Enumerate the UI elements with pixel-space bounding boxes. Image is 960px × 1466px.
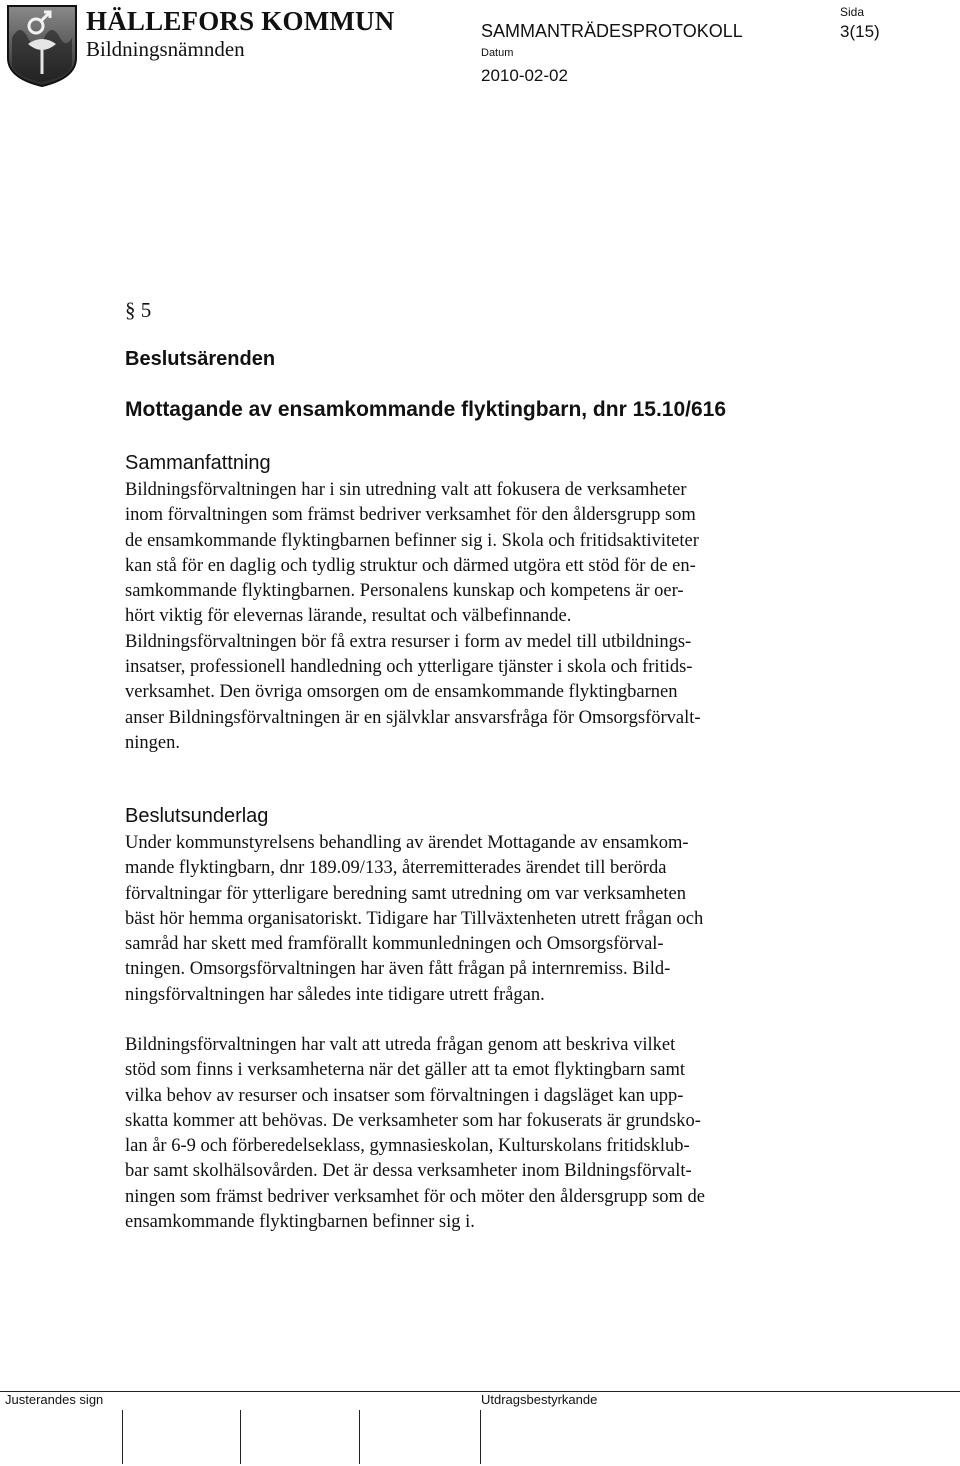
- text-line: skatta kommer att behövas. De verksamheter som har fokuserats är grundsko-: [125, 1110, 701, 1131]
- summary-heading: Sammanfattning: [125, 452, 271, 474]
- signature-box-divider: [240, 1410, 241, 1464]
- document-date: 2010-02-02: [481, 66, 568, 85]
- document-type: SAMMANTRÄDESPROTOKOLL: [481, 21, 743, 41]
- basis-paragraph-1: [125, 831, 703, 1008]
- organization-logo: [6, 4, 395, 88]
- text-line: anser Bildningsförvaltningen är en självklar ansvarsfråga för Omsorgsförvalt-: [125, 707, 701, 728]
- extract-certification-label: Utdragsbestyrkande: [481, 1392, 598, 1407]
- text-line: samråd har skett med framförallt kommunledningen och Omsorgsförval-: [125, 934, 664, 955]
- organization-name: HÄLLEFORS KOMMUN: [86, 6, 395, 36]
- signers-label: Justerandes sign: [5, 1392, 104, 1407]
- text-line: vilka behov av resurser och insatser som förvaltningen i dagsläget kan upp-: [125, 1085, 684, 1106]
- footer-divider: [0, 1391, 960, 1392]
- page-label: Sida: [840, 5, 865, 19]
- summary-text: [125, 478, 701, 756]
- text-line: insatser, professionell handledning och ytterligare tjänster i skola och fritids-: [125, 657, 693, 678]
- case-title: Mottagande av ensamkommande flyktingbarn, dnr 15.10/616: [125, 398, 727, 421]
- text-line: Under kommunstyrelsens behandling av ärendet Mottagande av ensamkom-: [125, 833, 689, 853]
- text-line: förvaltningar för ytterligare beredning samt utredning om var verksamheten: [125, 883, 686, 904]
- basis-heading: Beslutsunderlag: [125, 805, 269, 827]
- text-line: bar samt skolhälsovården. Det är dessa verksamheter inom Bildningsförvalt-: [125, 1161, 692, 1182]
- text-line: Bildningsförvaltningen har valt att utreda frågan genom att beskriva vilket: [125, 1035, 676, 1055]
- organization-unit: Bildningsnämnden: [86, 37, 245, 61]
- page-number: 3(15): [840, 22, 880, 41]
- signature-box-divider: [122, 1410, 123, 1464]
- text-line: ensamkommande flyktingbarnen befinner sig i.: [125, 1212, 475, 1233]
- basis-paragraph-2: [125, 1033, 705, 1235]
- text-line: kan stå för en daglig och tydlig struktur och därmed utgöra ett stöd för de en-: [125, 555, 696, 576]
- text-line: tningen. Omsorgsförvaltningen har även fått frågan på internremiss. Bild-: [125, 959, 671, 980]
- text-line: stöd som finns i verksamheterna när det gäller att ta emot flyktingbarn samt: [125, 1060, 685, 1081]
- section-title: Beslutsärenden: [125, 348, 276, 370]
- signature-box-divider: [359, 1410, 360, 1464]
- text-line: mande flyktingbarn, dnr 189.09/133, återremitterades ärendet till berörda: [125, 858, 667, 879]
- text-line: bäst hör hemma organisatoriskt. Tidigare har Tillväxtenheten utrett frågan och: [125, 908, 704, 929]
- text-line: inom förvaltningen som främst bedriver verksamhet för den åldersgrupp som: [125, 505, 696, 526]
- text-line: ningen.: [125, 732, 180, 753]
- text-line: hört viktig för elevernas lärande, resultat och välbefinnande.: [125, 606, 572, 627]
- text-line: ningsförvaltningen har således inte tidigare utrett frågan.: [125, 984, 545, 1005]
- text-line: verksamhet. Den övriga omsorgen om de ensamkommande flyktingbarnen: [125, 682, 678, 703]
- text-line: samkommande flyktingbarnen. Personalens kunskap och kompetens är oer-: [125, 581, 684, 602]
- paragraph-number: § 5: [125, 298, 152, 322]
- text-line: de ensamkommande flyktingbarnen befinner sig i. Skola och fritidsaktiviteter: [125, 530, 699, 551]
- text-line: Bildningsförvaltningen har i sin utredning valt att fokusera de verksamheter: [125, 480, 687, 500]
- hallefors-crest-icon: [6, 4, 78, 88]
- date-label: Datum: [481, 47, 514, 59]
- text-line: lan år 6-9 och förberedelseklass, gymnasieskolan, Kulturskolans fritidsklub-: [125, 1136, 690, 1157]
- text-line: Bildningsförvaltningen bör få extra resurser i form av medel till utbildnings-: [125, 631, 692, 652]
- signature-box-divider: [480, 1410, 481, 1464]
- text-line: ningen som främst bedriver verksamhet för och möter den åldersgrupp som de: [125, 1186, 706, 1207]
